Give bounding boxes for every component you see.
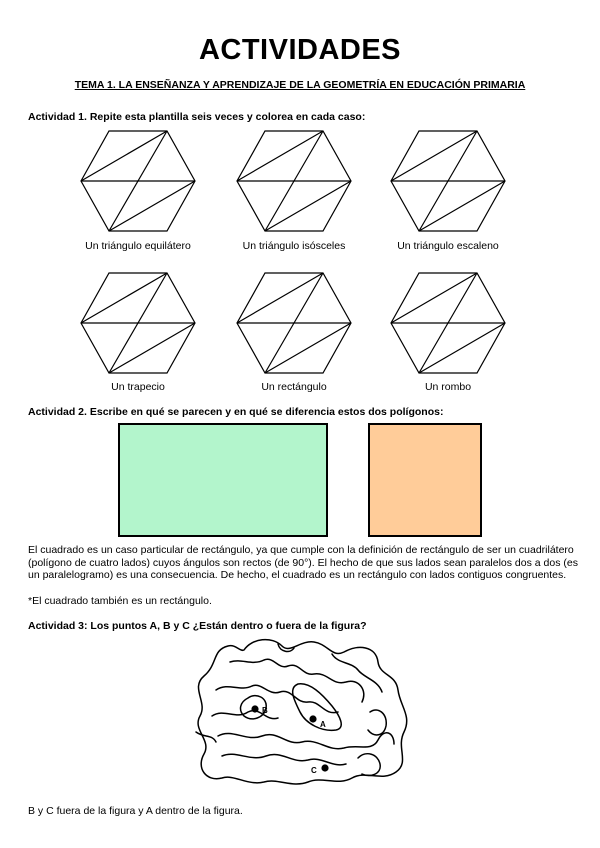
maze-point-a-label: A bbox=[320, 720, 326, 729]
caption-isosceles: Un triángulo isósceles bbox=[242, 240, 346, 252]
hexagon-template-5 bbox=[236, 272, 352, 374]
caption-scalene: Un triángulo escaleno bbox=[397, 240, 499, 252]
hexagon-template-1 bbox=[80, 130, 196, 232]
activity1-heading: Actividad 1. Repite esta plantilla seis veces y colorea en cada caso: bbox=[28, 111, 366, 123]
hexagon-template-2 bbox=[236, 130, 352, 232]
caption-rhombus: Un rombo bbox=[424, 381, 472, 393]
page-subtitle: TEMA 1. LA ENSEÑANZA Y APRENDIZAJE DE LA GEOMETRÍA EN EDUCACIÓN PRIMARIA bbox=[74, 79, 526, 91]
page-title: ACTIVIDADES bbox=[198, 34, 402, 66]
orange-square bbox=[368, 423, 482, 537]
caption-equilateral: Un triángulo equilátero bbox=[85, 240, 191, 252]
hexagon-template-6 bbox=[390, 272, 506, 374]
caption-rectangle: Un rectángulo bbox=[261, 381, 327, 393]
hexagon-template-3 bbox=[390, 130, 506, 232]
hexagon-template-4 bbox=[80, 272, 196, 374]
caption-trapezoid: Un trapecio bbox=[111, 381, 165, 393]
green-rectangle bbox=[118, 423, 328, 537]
activity3-heading: Actividad 3: Los puntos A, B y C ¿Están dentro o fuera de la figura? bbox=[28, 620, 367, 632]
maze-point-c-label: C bbox=[311, 766, 317, 775]
activity2-answer: El cuadrado es un caso particular de rectángulo, ya que cumple con la definición de rectángulo de ser un cuadrilátero (polígono de cuatro lados) cuyos ángulos son rectos (de 90°). El hecho de que sus lados sean paralelos dos a dos (es un paralelogramo) es una consecuencia. De hecho, el cuadrado es un rectángulo con lados contiguos congruentes. bbox=[28, 544, 578, 581]
activity3-answer: B y C fuera de la figura y A dentro de la figura. bbox=[28, 805, 243, 817]
maze-point-b-label: B bbox=[262, 706, 268, 715]
maze-figure bbox=[182, 632, 422, 792]
activity2-heading: Actividad 2. Escribe en qué se parecen y en qué se diferencia estos dos polígonos: bbox=[28, 406, 444, 418]
activity2-note: *El cuadrado también es un rectángulo. bbox=[28, 595, 212, 607]
